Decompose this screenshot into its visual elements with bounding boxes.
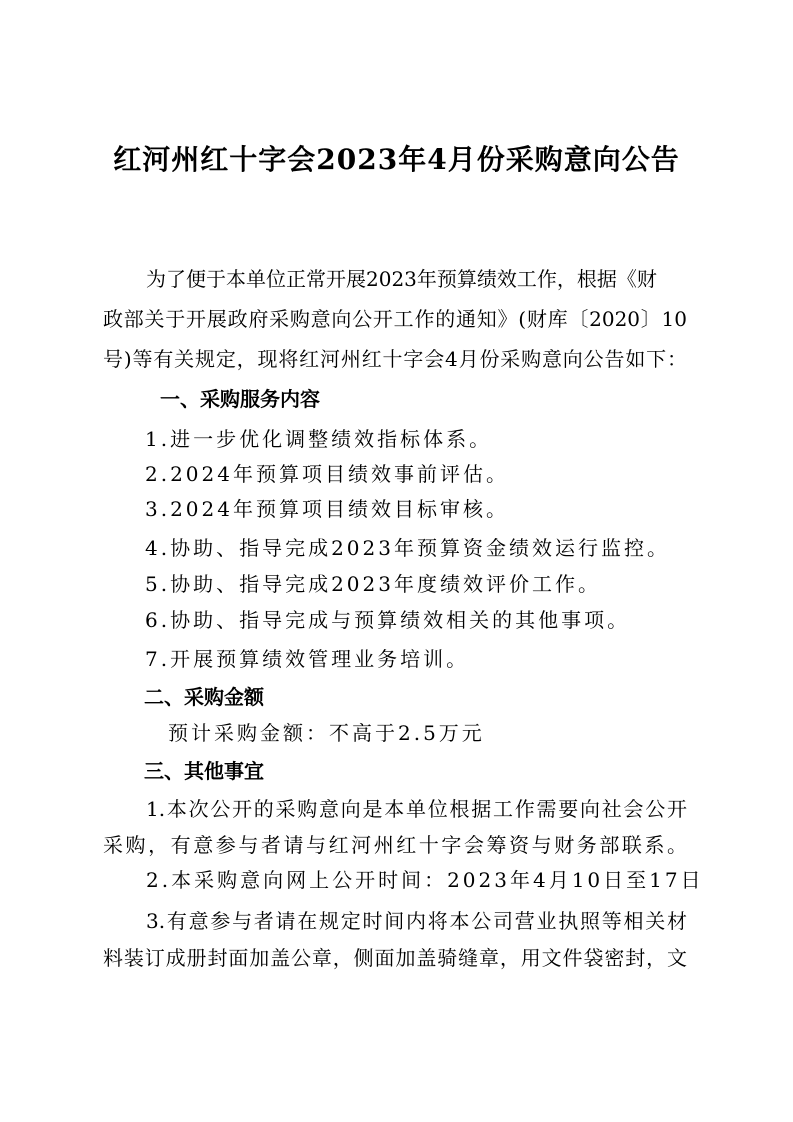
- other-item-1-line-2: [103, 829, 687, 858]
- intro-line-2: [103, 303, 687, 332]
- intro-line-1-text: 为了便于本单位正常开展2023年预算绩效工作，根据《财: [146, 267, 657, 291]
- list-item: 1.进一步优化调整绩效指标体系。: [145, 427, 493, 451]
- other-item-3-line-1-text: 3.有意参与者请在规定时间内将本公司营业执照等相关材: [146, 909, 687, 933]
- other-item-1-line-1-text: 1.本次公开的采购意向是本单位根据工作需要向社会公开: [146, 797, 687, 821]
- section-heading-2: 二、采购金额: [144, 685, 264, 709]
- document-title: 红河州红十字会2023年4月份采购意向公告: [113, 143, 680, 176]
- list-item: 5.协助、指导完成2023年度绩效评价工作。: [145, 572, 601, 596]
- list-item: 3.2024年预算项目绩效目标审核。: [145, 497, 509, 521]
- list-item: 6.协助、指导完成与预算绩效相关的其他事项。: [145, 608, 631, 632]
- other-item-3-line-2: [103, 942, 687, 971]
- other-item-2: 2.本采购意向网上公开时间：2023年4月10日至17日: [146, 868, 704, 892]
- list-item: 7.开展预算绩效管理业务培训。: [145, 647, 470, 671]
- other-item-1-line-2-text: 采购，有意参与者请与红河州红十字会筹资与财务部联系。: [103, 833, 687, 857]
- list-item: 2.2024年预算项目绩效事前评估。: [145, 462, 509, 486]
- intro-line-1: [146, 263, 657, 292]
- intro-line-2-text: 政部关于开展政府采购意向公开工作的通知》(财库〔2020〕10: [103, 307, 687, 331]
- section-heading-1: 一、采购服务内容: [160, 387, 320, 411]
- amount-text: 预计采购金额：不高于2.5万元: [168, 721, 485, 745]
- other-item-3-line-2-text: 料装订成册封面加盖公章，侧面加盖骑缝章，用文件袋密封，文: [103, 946, 687, 970]
- section-heading-3: 三、其他事宜: [144, 759, 264, 783]
- list-item: 4.协助、指导完成2023年预算资金绩效运行监控。: [145, 536, 670, 560]
- intro-line-3-text: 号)等有关规定，现将红河州红十字会4月份采购意向公告如下：: [103, 347, 687, 371]
- intro-line-3: [103, 343, 687, 372]
